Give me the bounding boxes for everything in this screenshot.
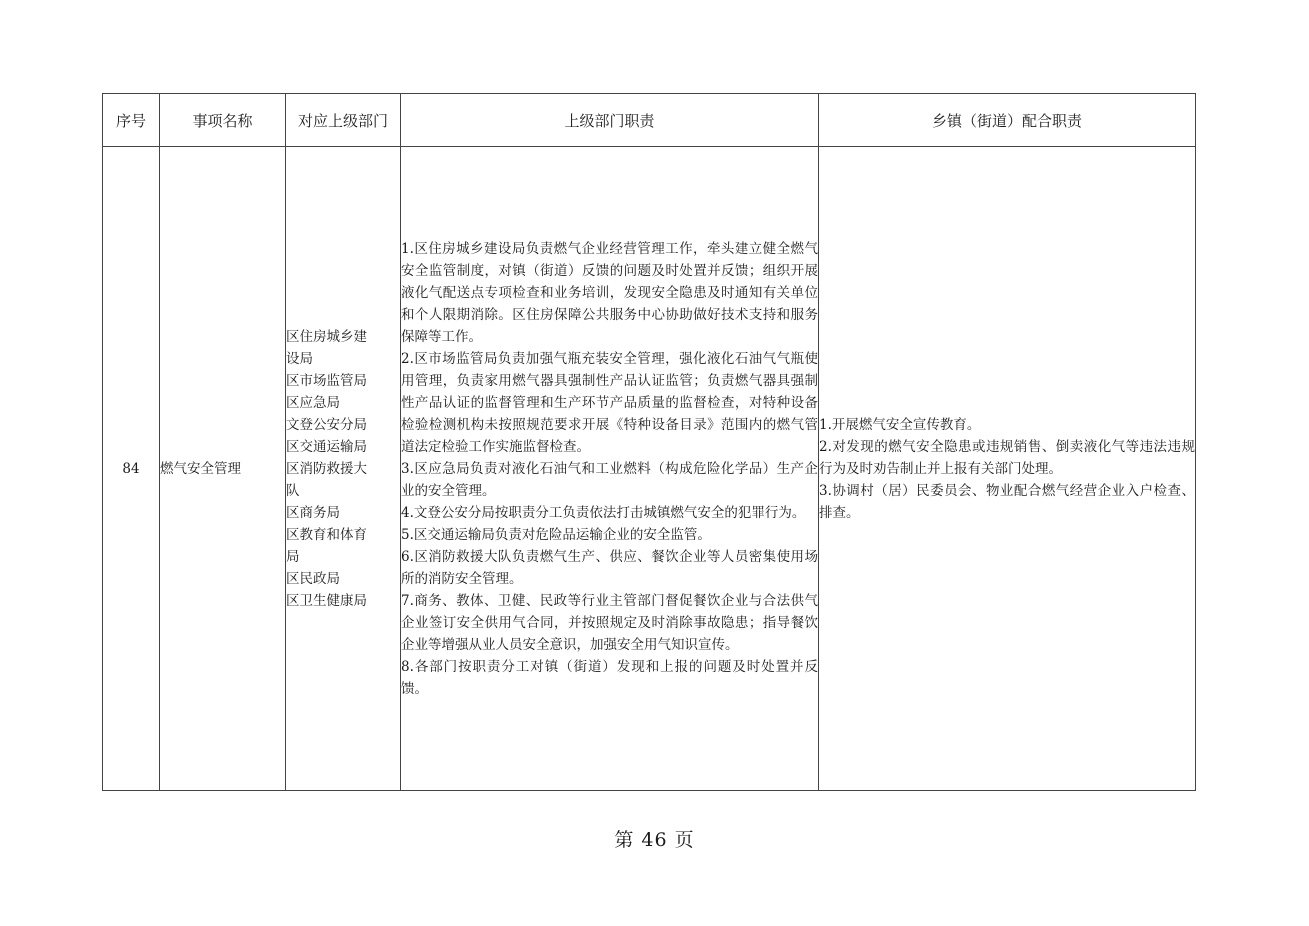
higher-duty-item: 3.区应急局负责对液化石油气和工业燃料（构成危险化学品）生产企业的安全管理。 bbox=[401, 460, 818, 499]
department-line: 队 bbox=[286, 482, 300, 499]
department-list bbox=[286, 147, 401, 791]
header-higher-duties: 上级部门职责 bbox=[401, 94, 819, 147]
table-row bbox=[103, 147, 1196, 791]
department-line: 区消防救援大 bbox=[286, 460, 367, 477]
town-duty-item: 1.开展燃气安全宣传教育。 bbox=[819, 416, 981, 433]
higher-duty-item: 4.文登公安分局按职责分工负责依法打击城镇燃气安全的犯罪行为。 bbox=[401, 504, 806, 521]
town-duty-item: 3.协调村（居）民委员会、物业配合燃气经营企业入户检查、排查。 bbox=[819, 482, 1195, 521]
higher-duty-item: 7.商务、教体、卫健、民政等行业主管部门督促餐饮企业与合法供气企业签订安全供用气合同，并按照规定及时消除事故隐患；指导餐饮企业等增强从业人员安全意识，加强安全用气知识宣传。 bbox=[401, 592, 818, 653]
item-name: 燃气安全管理 bbox=[160, 147, 286, 791]
header-dept: 对应上级部门 bbox=[286, 94, 401, 147]
higher-duty-item: 2.区市场监管局负责加强气瓶充装安全管理，强化液化石油气气瓶使用管理，负责家用燃气器具强制性产品认证监管；负责燃气器具强制性产品认证的监督管理和生产环节产品质量的监督检查，对特种设备检验检测机构未按照规范要求开展《特种设备目录》范围内的燃气管道法定检验工作实施监督检查。 bbox=[401, 350, 818, 455]
department-line: 区应急局 bbox=[286, 394, 340, 411]
header-town-duties: 乡镇（街道）配合职责 bbox=[819, 94, 1196, 147]
higher-duty-item: 1.区住房城乡建设局负责燃气企业经营管理工作，牵头建立健全燃气安全监管制度，对镇（街道）反馈的问题及时处置并反馈；组织开展液化气配送点专项检查和业务培训，发现安全隐患及时通知有关单位和个人限期消除。区住房保障公共服务中心协助做好技术支持和服务保障等工作。 bbox=[401, 240, 818, 345]
department-line: 区卫生健康局 bbox=[286, 592, 367, 609]
duty-table bbox=[102, 93, 1196, 791]
department-line: 区教育和体育 bbox=[286, 526, 367, 543]
department-line: 局 bbox=[286, 548, 300, 565]
department-line: 文登公安分局 bbox=[286, 416, 367, 433]
row-number: 84 bbox=[103, 147, 160, 791]
header-no: 序号 bbox=[103, 94, 160, 147]
department-line: 区民政局 bbox=[286, 570, 340, 587]
table-header-row bbox=[103, 94, 1196, 147]
town-duties bbox=[819, 147, 1196, 791]
department-line: 区市场监管局 bbox=[286, 372, 367, 389]
department-line: 区住房城乡建 bbox=[286, 328, 367, 345]
department-line: 设局 bbox=[286, 350, 313, 367]
town-duty-item: 2.对发现的燃气安全隐患或违规销售、倒卖液化气等违法违规行为及时劝告制止并上报有关部门处理。 bbox=[819, 438, 1195, 477]
page-number: 第 46 页 bbox=[614, 829, 695, 851]
higher-duties bbox=[401, 147, 819, 791]
department-line: 区交通运输局 bbox=[286, 438, 367, 455]
higher-duty-item: 6.区消防救援大队负责燃气生产、供应、餐饮企业等人员密集使用场所的消防安全管理。 bbox=[401, 548, 818, 587]
higher-duty-item: 8.各部门按职责分工对镇（街道）发现和上报的问题及时处置并反馈。 bbox=[401, 658, 818, 697]
header-name: 事项名称 bbox=[160, 94, 286, 147]
higher-duty-item: 5.区交通运输局负责对危险品运输企业的安全监管。 bbox=[401, 526, 711, 543]
department-line: 区商务局 bbox=[286, 504, 340, 521]
